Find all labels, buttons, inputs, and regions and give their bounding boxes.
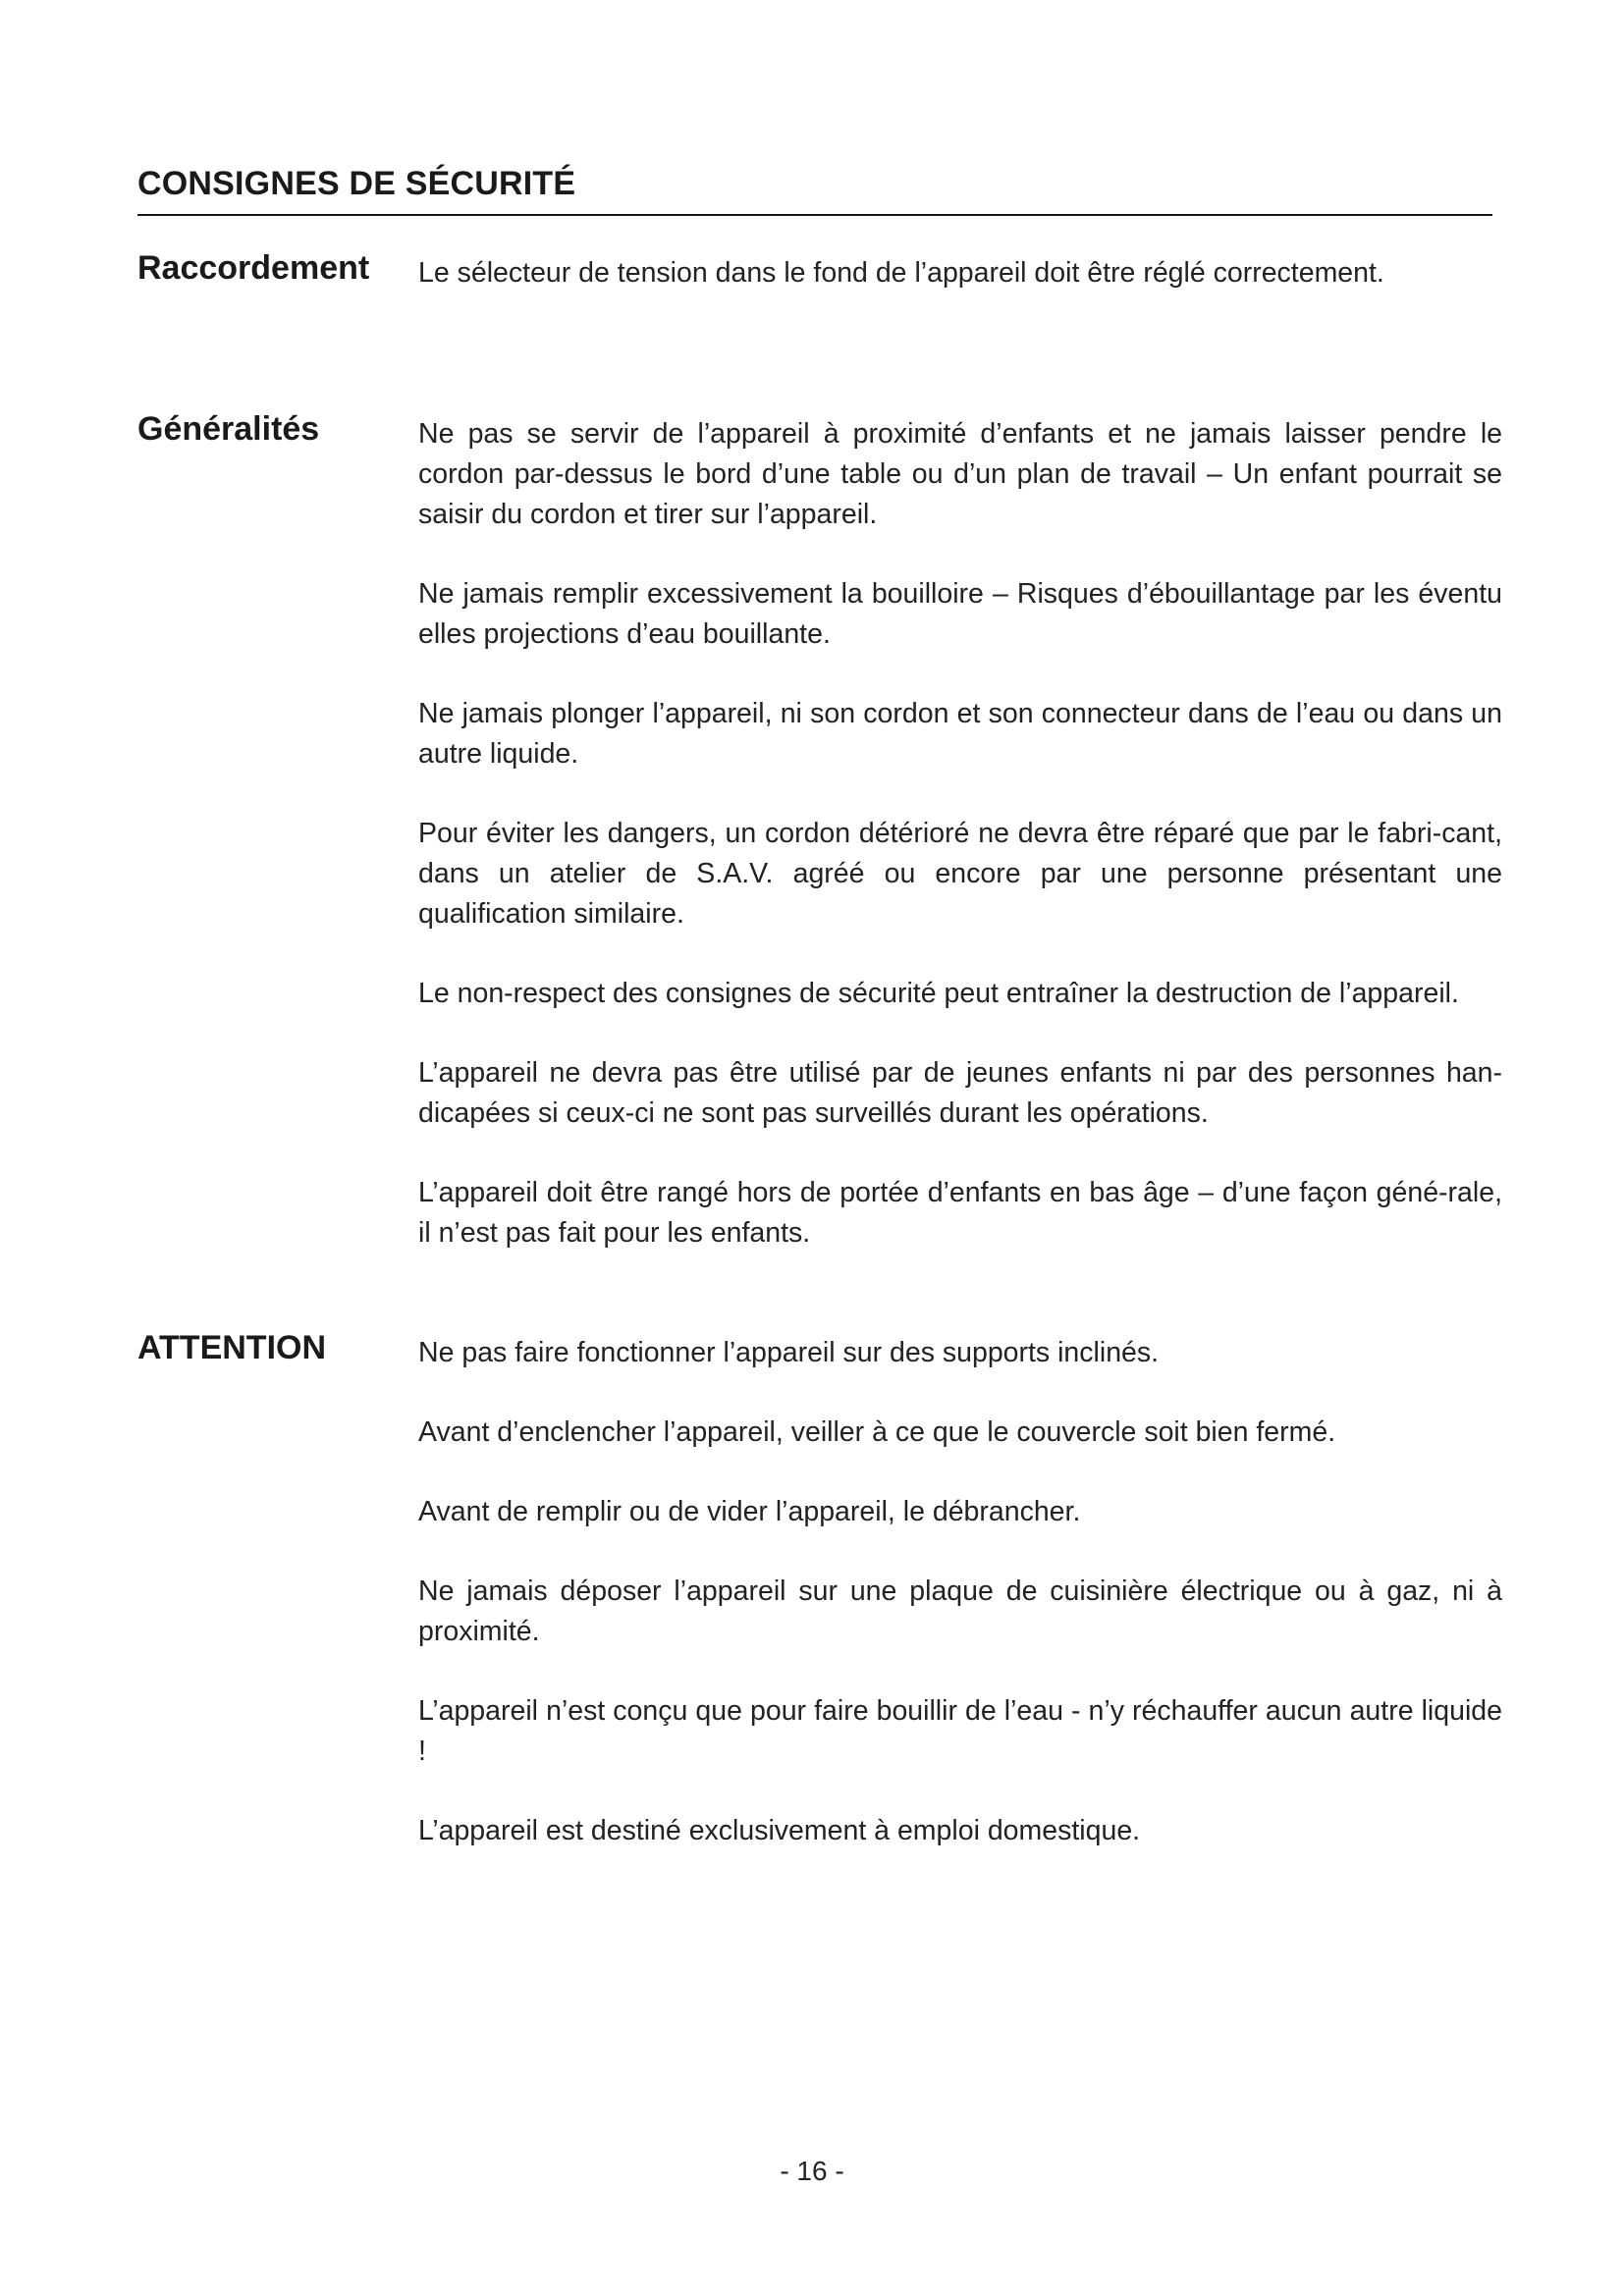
paragraph: Avant d’enclencher l’appareil, veiller à ce que le couvercle soit bien fermé. [418, 1416, 1336, 1448]
paragraph: L’appareil doit être rangé hors de portée d’enfants en bas âge – d’une façon géné-rale, il n’est pas fait pour les enfants. [418, 1177, 1502, 1249]
section-label-attention: ATTENTION [137, 1329, 327, 1366]
section-label-generalites: Généralités [137, 410, 320, 448]
paragraph: Ne pas se servir de l’appareil à proximité d’enfants et ne jamais laisser pendre le cordon par-dessus le bord d’une table ou d’un plan de travail – Un enfant pourrait se saisir du cordon et tirer sur l’appareil. [418, 418, 1502, 530]
paragraph: Ne jamais remplir excessivement la bouilloire – Risques d’ébouillantage par les éventu elles projections d’eau bouillante. [418, 578, 1502, 650]
paragraph: Pour éviter les dangers, un cordon détérioré ne devra être réparé que par le fabri-cant, dans un atelier de S.A.V. agréé ou encore par une personne présentant une qualification similaire. [418, 818, 1502, 930]
section-body-raccordement [418, 253, 1502, 294]
paragraph: Avant de remplir ou de vider l’appareil, le débrancher. [418, 1496, 1081, 1527]
page-number: - 16 - [780, 2156, 844, 2186]
paragraph: Ne jamais plonger l’appareil, ni son cordon et son connecteur dans de l’eau ou dans un autre liquide. [418, 698, 1502, 770]
paragraph: L’appareil n’est conçu que pour faire bouillir de l’eau - n’y réchauffer aucun autre liquide ! [418, 1695, 1502, 1767]
section-label-raccordement: Raccordement [137, 249, 370, 287]
section-body-generalites [418, 414, 1502, 1254]
paragraph: Ne pas faire fonctionner l’appareil sur des supports inclinés. [418, 1337, 1160, 1368]
paragraph: Ne jamais déposer l’appareil sur une plaque de cuisinière électrique ou à gaz, ni à proximité. [418, 1575, 1502, 1647]
paragraph: Le sélecteur de tension dans le fond de l’appareil doit être réglé correctement. [418, 257, 1384, 289]
page-title: CONSIGNES DE SÉCURITÉ [137, 165, 576, 202]
title-divider [137, 214, 1492, 216]
section-body-attention [418, 1333, 1502, 1851]
paragraph: L’appareil est destiné exclusivement à emploi domestique. [418, 1815, 1141, 1846]
paragraph: Le non-respect des consignes de sécurité peut entraîner la destruction de l’appareil. [418, 978, 1459, 1009]
paragraph: L’appareil ne devra pas être utilisé par de jeunes enfants ni par des personnes han-dicapées si ceux-ci ne sont pas surveillés durant les opérations. [418, 1057, 1502, 1129]
